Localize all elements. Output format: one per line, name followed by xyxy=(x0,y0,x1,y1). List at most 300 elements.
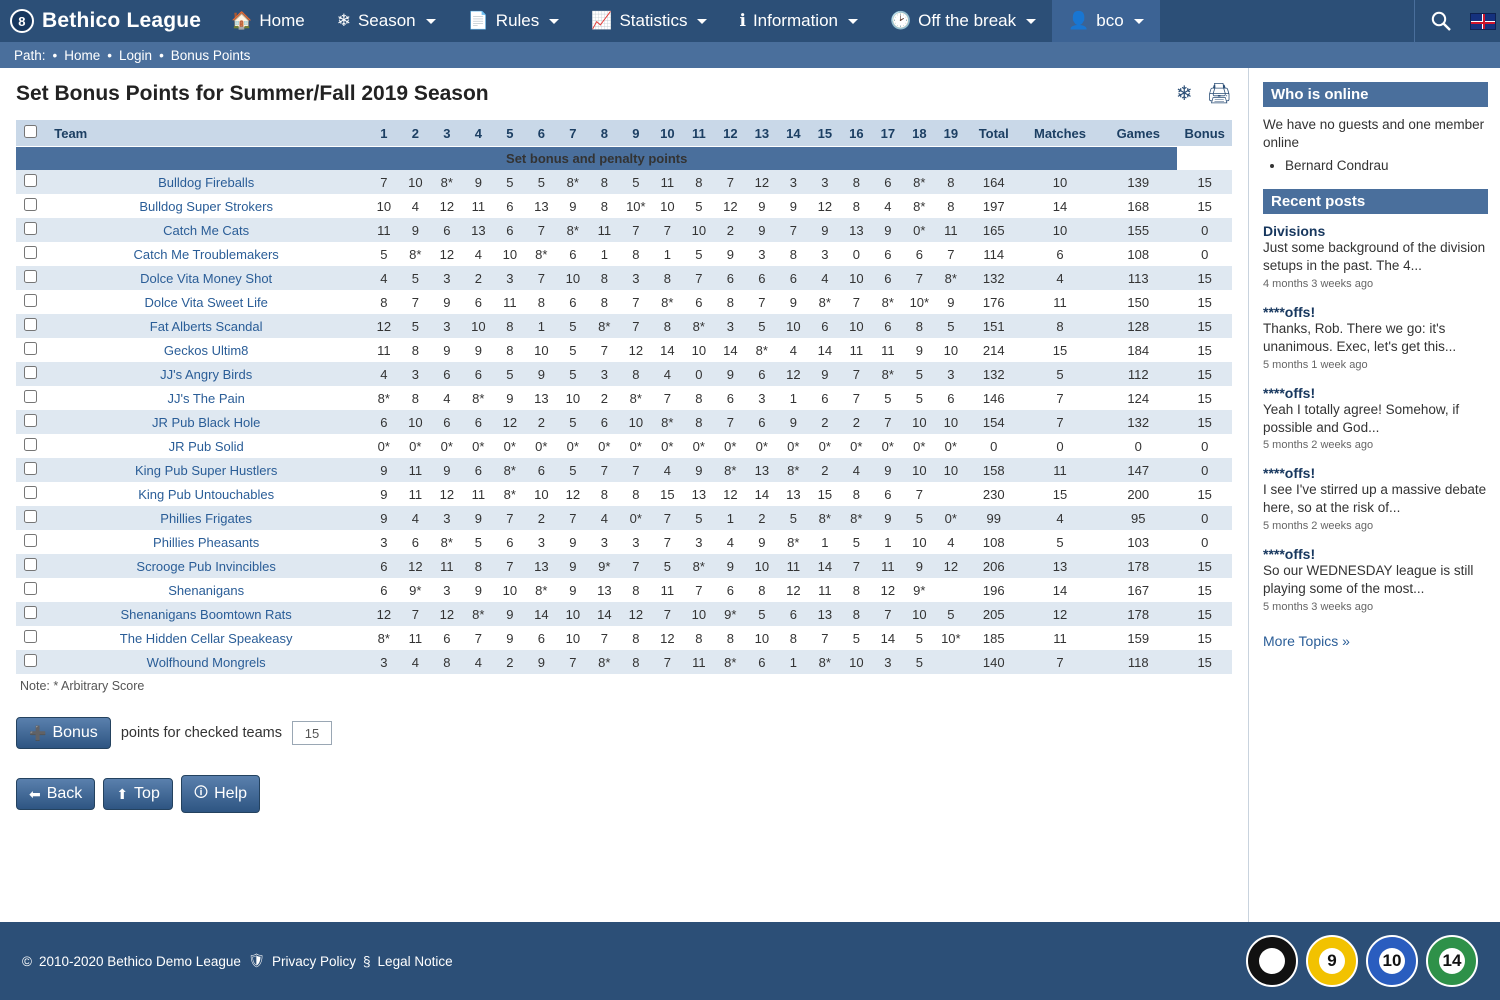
team-link[interactable]: Geckos Ultim8 xyxy=(163,342,249,358)
week-score-cell: 10 xyxy=(935,458,967,482)
week-score-cell: 5 xyxy=(494,362,526,386)
week-score-cell: 10 xyxy=(778,314,810,338)
week-score-cell: 7 xyxy=(400,290,432,314)
row-select-checkbox[interactable] xyxy=(24,366,37,379)
team-name-cell[interactable] xyxy=(44,242,368,266)
week-score-cell: 9 xyxy=(746,218,778,242)
week-score-cell: 5 xyxy=(368,242,400,266)
week-score-cell: 5 xyxy=(904,506,936,530)
team-name-cell[interactable] xyxy=(44,530,368,554)
row-select-checkbox[interactable] xyxy=(24,198,37,211)
clock-icon: 🕑 xyxy=(889,11,912,30)
bonus-cell: 0 xyxy=(1177,434,1232,458)
team-link[interactable]: King Pub Untouchables xyxy=(138,486,275,502)
snowflake-icon[interactable]: ❄ xyxy=(1175,83,1193,105)
chevron-down-icon xyxy=(426,19,436,24)
recent-post-body: Just some background of the division setups in the past. The 4... xyxy=(1263,240,1486,274)
week-score-cell: 8 xyxy=(683,170,715,194)
week-score-cell: 10 xyxy=(368,194,400,218)
col-team: Team xyxy=(44,120,368,147)
help-button[interactable] xyxy=(181,775,260,813)
week-score-cell: 4 xyxy=(368,266,400,290)
language-flag-button[interactable] xyxy=(1466,0,1500,42)
total-cell: 114 xyxy=(967,242,1021,266)
team-name-cell[interactable] xyxy=(44,578,368,602)
week-score-cell: 0* xyxy=(431,434,463,458)
col-total: Total xyxy=(967,120,1021,147)
bonus-cell: 15 xyxy=(1177,626,1232,650)
week-score-cell: 9* xyxy=(904,578,936,602)
week-score-cell: 11 xyxy=(463,194,495,218)
week-score-cell: 5 xyxy=(557,338,589,362)
week-score-cell: 3 xyxy=(809,242,841,266)
team-name-cell[interactable] xyxy=(44,386,368,410)
week-score-cell: 0* xyxy=(620,434,652,458)
week-score-cell: 7 xyxy=(904,482,936,506)
week-score-cell: 0* xyxy=(904,434,936,458)
week-score-cell: 12 xyxy=(715,194,747,218)
week-score-cell: 4 xyxy=(400,650,432,674)
row-select-checkbox[interactable] xyxy=(24,438,37,451)
week-score-cell: 8 xyxy=(841,602,873,626)
week-score-cell: 6 xyxy=(526,458,558,482)
week-score-cell: 10 xyxy=(526,338,558,362)
shield-icon: 🛡 xyxy=(247,953,265,968)
row-select-checkbox[interactable] xyxy=(24,222,37,235)
team-link[interactable]: Phillies Pheasants xyxy=(153,534,260,550)
breadcrumb-bullet: • xyxy=(107,47,113,63)
team-name-cell[interactable] xyxy=(44,410,368,434)
week-score-cell: 5 xyxy=(904,362,936,386)
team-link[interactable]: Dolce Vita Sweet Life xyxy=(144,294,268,310)
week-score-cell: 6 xyxy=(715,386,747,410)
table-row xyxy=(16,434,1232,458)
breadcrumb-item-bonus-points[interactable]: Bonus Points xyxy=(170,47,251,63)
week-score-cell: 9 xyxy=(557,194,589,218)
row-select-checkbox[interactable] xyxy=(24,246,37,259)
week-score-cell: 3 xyxy=(526,530,558,554)
search-button[interactable] xyxy=(1414,0,1466,42)
top-button[interactable] xyxy=(103,778,173,810)
team-name-cell[interactable] xyxy=(44,482,368,506)
row-select-checkbox[interactable] xyxy=(24,510,37,523)
week-score-cell: 7 xyxy=(809,626,841,650)
week-score-cell: 9 xyxy=(809,362,841,386)
matches-cell: 13 xyxy=(1021,554,1099,578)
nav-item-season[interactable] xyxy=(321,0,452,42)
bonus-banner-label: Set bonus and penalty points xyxy=(16,147,1177,171)
nav-label-rules: Rules xyxy=(495,11,540,30)
col-17: 17 xyxy=(872,120,904,147)
row-select-checkbox[interactable] xyxy=(24,654,37,667)
week-score-cell: 14 xyxy=(809,554,841,578)
table-row xyxy=(16,482,1232,506)
week-score-cell: 6 xyxy=(746,650,778,674)
team-link[interactable]: Scrooge Pub Invincibles xyxy=(136,558,276,574)
week-score-cell: 10 xyxy=(400,170,432,194)
week-score-cell: 7 xyxy=(841,362,873,386)
user-icon: 👤 xyxy=(1068,11,1090,30)
nav-label-information: Information xyxy=(752,11,838,30)
table-row xyxy=(16,602,1232,626)
nav-item-user-menu[interactable] xyxy=(1052,0,1160,42)
week-score-cell: 4 xyxy=(431,386,463,410)
week-score-cell: 7 xyxy=(841,290,873,314)
recent-post-body: So our WEDNESDAY league is still playing some of the most... xyxy=(1263,562,1474,596)
week-score-cell: 3 xyxy=(620,266,652,290)
week-score-cell: 2 xyxy=(809,410,841,434)
row-select-checkbox[interactable] xyxy=(24,318,37,331)
matches-cell: 4 xyxy=(1021,506,1099,530)
week-score-cell: 0* xyxy=(935,434,967,458)
week-score-cell: 15 xyxy=(809,482,841,506)
team-link[interactable]: Shenanigans Boomtown Rats xyxy=(120,606,292,622)
week-score-cell xyxy=(935,650,967,674)
week-score-cell: 4 xyxy=(935,530,967,554)
bonus-banner-row xyxy=(16,147,1232,171)
chevron-down-icon xyxy=(697,19,707,24)
team-link[interactable]: Dolce Vita Money Shot xyxy=(140,270,273,286)
total-cell: 185 xyxy=(967,626,1021,650)
team-name-cell[interactable] xyxy=(44,314,368,338)
row-select-cell xyxy=(16,506,44,530)
team-link[interactable]: JR Pub Solid xyxy=(168,438,244,454)
recent-post-title[interactable]: ****offs! xyxy=(1263,384,1316,401)
week-score-cell: 6 xyxy=(557,242,589,266)
nav-item-information[interactable] xyxy=(723,0,874,42)
week-score-cell: 9 xyxy=(431,290,463,314)
row-select-checkbox[interactable] xyxy=(24,558,37,571)
table-row xyxy=(16,338,1232,362)
team-name-cell[interactable] xyxy=(44,626,368,650)
week-score-cell: 10 xyxy=(904,410,936,434)
week-score-cell: 5 xyxy=(400,266,432,290)
total-cell: 158 xyxy=(967,458,1021,482)
row-select-cell xyxy=(16,578,44,602)
week-score-cell: 11 xyxy=(368,338,400,362)
nav-item-rules[interactable] xyxy=(452,0,576,42)
week-score-cell: 9 xyxy=(715,242,747,266)
week-score-cell: 0* xyxy=(904,218,936,242)
week-score-cell: 8 xyxy=(494,314,526,338)
footer xyxy=(0,922,1500,1000)
week-score-cell: 0* xyxy=(683,434,715,458)
week-score-cell: 6 xyxy=(431,410,463,434)
ball-number: 10 xyxy=(1379,948,1405,974)
bonus-cell: 15 xyxy=(1177,290,1232,314)
breadcrumb-bullet: • xyxy=(52,47,58,63)
week-score-cell: 10 xyxy=(683,338,715,362)
week-score-cell: 0* xyxy=(652,434,684,458)
week-score-cell: 8* xyxy=(463,602,495,626)
team-link[interactable]: Phillies Frigates xyxy=(160,510,253,526)
bonus-points-table xyxy=(16,120,1232,674)
week-score-cell: 6 xyxy=(715,266,747,290)
week-score-cell xyxy=(935,578,967,602)
brand-logo[interactable] xyxy=(0,0,215,42)
week-score-cell: 3 xyxy=(494,266,526,290)
team-link[interactable]: King Pub Super Hustlers xyxy=(134,462,278,478)
team-link[interactable]: JJ's The Pain xyxy=(167,390,245,406)
total-cell: 214 xyxy=(967,338,1021,362)
breadcrumb-prefix: Path: xyxy=(14,47,46,63)
col-16: 16 xyxy=(841,120,873,147)
matches-cell: 8 xyxy=(1021,314,1099,338)
week-score-cell: 8 xyxy=(620,242,652,266)
nav-item-off-the-break[interactable] xyxy=(874,0,1052,42)
recent-post-date: 5 months 2 weeks ago xyxy=(1263,519,1374,532)
page-body xyxy=(0,68,1500,922)
table-row xyxy=(16,362,1232,386)
games-cell: 150 xyxy=(1099,290,1177,314)
week-score-cell: 4 xyxy=(778,338,810,362)
week-score-cell: 8 xyxy=(652,266,684,290)
week-score-cell: 5 xyxy=(935,314,967,338)
team-name-cell[interactable] xyxy=(44,218,368,242)
table-header xyxy=(16,120,1232,147)
row-select-cell xyxy=(16,362,44,386)
recent-post-title[interactable]: ****offs! xyxy=(1263,465,1316,482)
privacy-policy-link[interactable]: Privacy Policy xyxy=(272,953,357,969)
week-score-cell: 8 xyxy=(494,338,526,362)
week-score-cell: 8 xyxy=(463,554,495,578)
week-score-cell: 3 xyxy=(431,266,463,290)
matches-cell: 5 xyxy=(1021,362,1099,386)
week-score-cell: 7 xyxy=(589,338,621,362)
week-score-cell: 5 xyxy=(557,410,589,434)
week-score-cell: 1 xyxy=(715,506,747,530)
team-name-cell[interactable] xyxy=(44,458,368,482)
week-score-cell: 9 xyxy=(904,338,936,362)
week-score-cell: 8* xyxy=(368,386,400,410)
week-score-cell: 8* xyxy=(652,290,684,314)
total-cell: 165 xyxy=(967,218,1021,242)
week-score-cell: 8* xyxy=(935,266,967,290)
week-score-cell: 14 xyxy=(652,338,684,362)
snowflake-icon: ❄ xyxy=(336,11,351,30)
row-select-checkbox[interactable] xyxy=(24,582,37,595)
week-score-cell: 8 xyxy=(841,578,873,602)
team-link[interactable]: Fat Alberts Scandal xyxy=(149,318,263,334)
week-score-cell: 0* xyxy=(841,434,873,458)
week-score-cell: 13 xyxy=(526,386,558,410)
table-row xyxy=(16,650,1232,674)
matches-cell: 14 xyxy=(1021,194,1099,218)
row-select-checkbox[interactable] xyxy=(24,174,37,187)
week-score-cell: 9 xyxy=(872,506,904,530)
points-input[interactable] xyxy=(292,721,332,745)
breadcrumb xyxy=(0,42,1500,68)
week-score-cell: 13 xyxy=(841,218,873,242)
team-name-cell[interactable] xyxy=(44,290,368,314)
team-link[interactable]: Catch Me Cats xyxy=(163,222,250,238)
row-select-cell xyxy=(16,194,44,218)
row-select-checkbox[interactable] xyxy=(24,414,37,427)
week-score-cell: 8 xyxy=(589,266,621,290)
back-button[interactable] xyxy=(16,778,95,810)
section-icon: § xyxy=(363,953,371,969)
week-score-cell: 11 xyxy=(652,170,684,194)
col-matches: Matches xyxy=(1021,120,1099,147)
recent-post-date: 5 months 3 weeks ago xyxy=(1263,600,1374,613)
help-icon: 🛈 xyxy=(193,784,209,800)
bonus-cell: 15 xyxy=(1177,410,1232,434)
week-score-cell: 5 xyxy=(778,506,810,530)
week-score-cell: 6 xyxy=(778,266,810,290)
week-score-cell: 6 xyxy=(463,410,495,434)
week-score-cell: 8* xyxy=(809,506,841,530)
week-score-cell: 8 xyxy=(589,482,621,506)
week-score-cell: 3 xyxy=(368,530,400,554)
week-score-cell: 0 xyxy=(841,242,873,266)
team-link[interactable]: Bulldog Super Strokers xyxy=(139,198,273,214)
week-score-cell: 8* xyxy=(872,362,904,386)
legal-notice-link[interactable]: Legal Notice xyxy=(377,953,453,969)
row-select-checkbox[interactable] xyxy=(24,534,37,547)
row-select-checkbox[interactable] xyxy=(24,342,37,355)
team-name-cell[interactable] xyxy=(44,266,368,290)
week-score-cell: 8 xyxy=(620,482,652,506)
games-cell: 178 xyxy=(1099,602,1177,626)
week-score-cell: 10 xyxy=(557,626,589,650)
row-select-checkbox[interactable] xyxy=(24,462,37,475)
team-link[interactable]: Shenanigans xyxy=(168,582,245,598)
team-link[interactable]: JR Pub Black Hole xyxy=(151,414,261,430)
recent-post-title[interactable]: ****offs! xyxy=(1263,304,1316,321)
week-score-cell: 8 xyxy=(526,290,558,314)
week-score-cell: 11 xyxy=(463,482,495,506)
team-name-cell[interactable] xyxy=(44,338,368,362)
week-score-cell: 3 xyxy=(935,362,967,386)
week-score-cell: 8* xyxy=(683,554,715,578)
week-score-cell: 8 xyxy=(620,362,652,386)
team-name-cell[interactable] xyxy=(44,506,368,530)
team-name-cell[interactable] xyxy=(44,650,368,674)
week-score-cell: 9 xyxy=(715,554,747,578)
nav-right xyxy=(1414,0,1500,42)
bonus-button-label: Bonus xyxy=(52,724,98,741)
col-11: 11 xyxy=(683,120,715,147)
week-score-cell: 4 xyxy=(652,362,684,386)
row-select-checkbox[interactable] xyxy=(24,486,37,499)
ball-icon-10 xyxy=(1366,935,1418,987)
matches-cell: 11 xyxy=(1021,458,1099,482)
week-score-cell: 9 xyxy=(494,626,526,650)
team-link[interactable]: The Hidden Cellar Speakeasy xyxy=(119,630,293,646)
team-name-cell[interactable] xyxy=(44,362,368,386)
team-name-cell[interactable] xyxy=(44,170,368,194)
row-select-checkbox[interactable] xyxy=(24,606,37,619)
week-score-cell: 8 xyxy=(746,578,778,602)
week-score-cell: 6 xyxy=(872,266,904,290)
recent-post-title[interactable]: Divisions xyxy=(1263,223,1326,240)
more-topics-link[interactable]: More Topics » xyxy=(1263,632,1350,649)
week-score-cell: 3 xyxy=(746,386,778,410)
team-name-cell[interactable] xyxy=(44,194,368,218)
week-score-cell: 3 xyxy=(431,506,463,530)
bonus-cell: 15 xyxy=(1177,386,1232,410)
team-name-cell[interactable] xyxy=(44,602,368,626)
online-members-list xyxy=(1263,158,1488,173)
breadcrumb-item-home[interactable]: Home xyxy=(64,47,101,63)
top-button-label: Top xyxy=(134,785,160,802)
week-score-cell: 5 xyxy=(526,170,558,194)
week-score-cell: 6 xyxy=(904,242,936,266)
week-score-cell: 0* xyxy=(589,434,621,458)
week-score-cell: 4 xyxy=(809,266,841,290)
recent-post-title[interactable]: ****offs! xyxy=(1263,545,1316,562)
team-name-cell[interactable] xyxy=(44,434,368,458)
week-score-cell: 9 xyxy=(872,458,904,482)
week-score-cell: 9 xyxy=(809,218,841,242)
week-score-cell: 8 xyxy=(841,170,873,194)
week-score-cell: 7 xyxy=(589,626,621,650)
week-score-cell: 6 xyxy=(778,602,810,626)
row-select-cell xyxy=(16,170,44,194)
week-score-cell: 3 xyxy=(589,362,621,386)
row-select-checkbox[interactable] xyxy=(24,390,37,403)
team-link[interactable]: Catch Me Troublemakers xyxy=(133,246,279,262)
col-1: 1 xyxy=(368,120,400,147)
nav-item-statistics[interactable] xyxy=(575,0,723,42)
team-link[interactable]: JJ's Angry Birds xyxy=(160,366,253,382)
week-score-cell: 8* xyxy=(683,314,715,338)
week-score-cell: 9 xyxy=(557,578,589,602)
week-score-cell: 11 xyxy=(431,554,463,578)
bonus-button[interactable] xyxy=(16,717,111,749)
week-score-cell: 9 xyxy=(557,530,589,554)
week-score-cell: 10* xyxy=(620,194,652,218)
col-6: 6 xyxy=(526,120,558,147)
table-row xyxy=(16,578,1232,602)
matches-cell: 11 xyxy=(1021,626,1099,650)
week-score-cell: 7 xyxy=(557,506,589,530)
games-cell: 0 xyxy=(1099,434,1177,458)
week-score-cell: 9 xyxy=(526,650,558,674)
col-18: 18 xyxy=(904,120,936,147)
week-score-cell: 5 xyxy=(841,530,873,554)
bonus-cell: 15 xyxy=(1177,650,1232,674)
total-cell: 132 xyxy=(967,362,1021,386)
team-name-cell[interactable] xyxy=(44,554,368,578)
games-cell: 178 xyxy=(1099,554,1177,578)
breadcrumb-item-login[interactable]: Login xyxy=(119,47,153,63)
week-score-cell: 10 xyxy=(683,218,715,242)
total-cell: 196 xyxy=(967,578,1021,602)
table-note: Note: * Arbitrary Score xyxy=(20,679,145,693)
nav-item-home[interactable] xyxy=(215,0,321,42)
printer-icon[interactable]: 🖨 xyxy=(1206,83,1232,105)
team-link[interactable]: Wolfhound Mongrels xyxy=(146,654,266,670)
week-score-cell: 11 xyxy=(872,554,904,578)
row-select-checkbox[interactable] xyxy=(24,630,37,643)
week-score-cell: 5 xyxy=(494,170,526,194)
row-select-checkbox[interactable] xyxy=(24,270,37,283)
row-select-checkbox[interactable] xyxy=(24,294,37,307)
total-cell: 132 xyxy=(967,266,1021,290)
week-score-cell: 8* xyxy=(557,218,589,242)
total-cell: 99 xyxy=(967,506,1021,530)
week-score-cell: 8* xyxy=(620,386,652,410)
select-all-checkbox[interactable] xyxy=(24,125,37,138)
total-cell: 0 xyxy=(967,434,1021,458)
week-score-cell: 14 xyxy=(589,602,621,626)
recent-post-body: Yeah I totally agree! Somehow, if possible and God... xyxy=(1263,401,1460,435)
team-link[interactable]: Bulldog Fireballs xyxy=(158,174,255,190)
table-body xyxy=(16,147,1232,675)
week-score-cell: 8 xyxy=(683,626,715,650)
week-score-cell: 9 xyxy=(368,458,400,482)
